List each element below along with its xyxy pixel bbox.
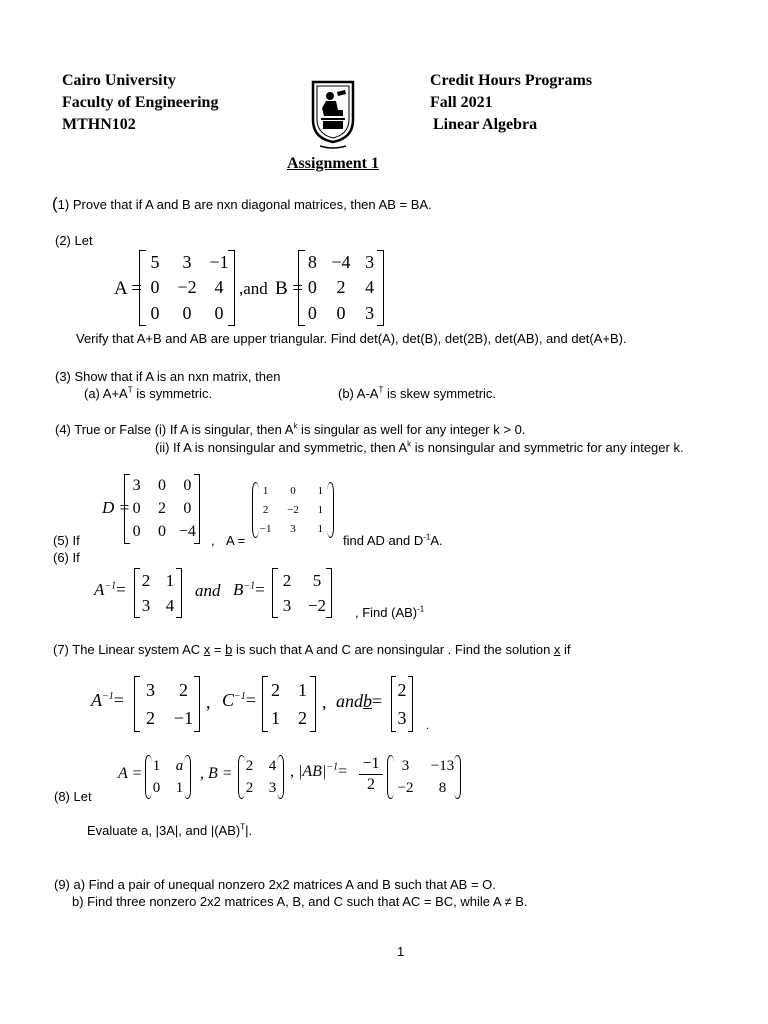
bracket-left [134, 568, 140, 618]
q2-matrix-b [298, 250, 384, 326]
q7-cinv-sup: −1 [234, 691, 246, 702]
bracket-left [272, 568, 278, 618]
matrix-cell: 4 [214, 277, 224, 298]
q7-b: b [225, 642, 233, 657]
q3-b-rest: is skew symmetric. [383, 386, 497, 401]
matrix-cell: 0 [152, 779, 161, 796]
header-left-2: Faculty of Engineering [62, 94, 219, 111]
bracket-right [176, 568, 182, 618]
q8-ab-eq: = [338, 763, 348, 780]
q8-ab-sup: −1 [326, 761, 339, 773]
paren-left [387, 755, 394, 799]
q7-and-b [336, 691, 382, 712]
q4-i-pre: (4) True or False (i) If A is singular, then A [55, 422, 294, 437]
matrix-cell: 2 [298, 707, 307, 728]
matrix-cell: 1 [165, 570, 175, 590]
matrix-cell: −2 [287, 503, 299, 516]
matrix-cell: 3 [365, 252, 375, 273]
q5-find-sup: -1 [423, 532, 431, 542]
q8-fraction [359, 754, 383, 795]
q6-binv-sup: −1 [243, 580, 256, 592]
q4-ii [155, 440, 684, 455]
q6-binv-letter: B [233, 580, 244, 599]
q2-verify: Verify that A+B and AB are upper triangular. Find det(A), det(B), det(2B), det(AB), and det(A+B). [76, 331, 627, 346]
matrix-cell: 2 [282, 570, 292, 590]
q5-d-label: D = [102, 498, 130, 517]
q8-matrix-a [145, 755, 191, 799]
header-left-3: MTHN102 [62, 116, 136, 133]
matrix-cell: 0 [182, 302, 192, 323]
q7-ainv-label [91, 690, 124, 711]
q6-num: (6) If [53, 550, 80, 565]
q8-ab-label [290, 763, 347, 781]
matrix-cell: −1 [259, 522, 272, 535]
matrix-cell: 3 [141, 595, 151, 615]
q7-b-var: b [363, 691, 372, 711]
matrix-cell: 1 [152, 757, 161, 774]
q7-text [53, 642, 571, 657]
matrix-cell: 2 [146, 707, 155, 728]
matrix-cell: 3 [365, 302, 375, 323]
bracket-right [310, 676, 316, 732]
q5-find-text: find AD and D [343, 533, 424, 548]
q7-x: x [203, 642, 211, 657]
q2-a-label: A = [114, 278, 143, 299]
q7-x2: x [553, 642, 561, 657]
matrix-cell: 1 [317, 485, 324, 498]
q6-find-sup: -1 [417, 604, 425, 614]
matrix-cell: −2 [307, 595, 327, 615]
matrix-cell: 2 [336, 277, 346, 298]
q6-find [355, 605, 424, 620]
matrix-cell: 3 [268, 779, 277, 796]
matrix-cell: 3 [290, 522, 296, 535]
matrix-cell: 5 [150, 252, 160, 273]
matrix-cell: 3 [132, 476, 141, 494]
q7-pre: (7) The Linear system AC [53, 642, 204, 657]
q7-ainv-sup: −1 [102, 691, 114, 702]
matrix-cell: 0 [336, 302, 346, 323]
matrix-cell: 2 [179, 679, 188, 700]
matrix-cell: a [175, 757, 184, 774]
q5-comma: , [211, 533, 215, 548]
matrix-cell: 5 [312, 570, 322, 590]
bracket-right [326, 568, 332, 618]
q8-frac-num: −1 [359, 754, 383, 775]
q7-ainv-letter: A [91, 690, 102, 710]
page-title: Assignment 1 [287, 155, 380, 172]
q7-mid1: = [210, 642, 226, 657]
matrix-cell: 1 [271, 707, 280, 728]
bracket-right [194, 676, 200, 732]
q9-a: (9) a) Find a pair of unequal nonzero 2x2 matrices A and B such that AB = O. [54, 877, 496, 892]
matrix-cell: 4 [268, 757, 277, 774]
q7-comma-2: , [322, 692, 327, 712]
q1 [52, 194, 432, 214]
matrix-cell: −2 [177, 277, 197, 298]
q2-matrix-a [139, 250, 235, 326]
bracket-left [139, 250, 146, 326]
q7-b-eq: = [372, 691, 383, 711]
q3-b [338, 386, 496, 401]
q8-b-label: , B = [200, 765, 233, 782]
q6-and: and [195, 581, 221, 600]
q9-b: b) Find three nonzero 2x2 matrices A, B, and C such that AC = BC, while A ≠ B. [72, 894, 528, 909]
matrix-cell: −13 [430, 757, 455, 774]
q6-binv-label [233, 580, 265, 600]
q5-matrix-a [252, 482, 334, 538]
q8-matrix-m [387, 755, 461, 799]
matrix-cell: 2 [245, 779, 254, 796]
matrix-cell: 2 [245, 757, 254, 774]
matrix-cell: 4 [165, 595, 175, 615]
q7-cinv-letter: C [222, 690, 235, 710]
q3-a-sup: T [127, 385, 133, 395]
q4-ii-sup: k [407, 439, 412, 449]
q7-post: if [560, 642, 571, 657]
bracket-left [124, 474, 130, 544]
bracket-left [298, 250, 305, 326]
matrix-cell: 0 [150, 277, 160, 298]
q2-intro: (2) Let [55, 233, 93, 248]
matrix-cell: 1 [175, 779, 184, 796]
bracket-right [408, 676, 413, 732]
matrix-cell: 1 [317, 522, 324, 535]
q6-matrix-binv [272, 568, 332, 618]
matrix-cell: 1 [317, 503, 324, 516]
header-right-1: Credit Hours Programs [430, 72, 593, 89]
q7-and-word: and [336, 691, 363, 711]
page-number: 1 [397, 944, 405, 959]
q8-matrix-b [238, 755, 284, 799]
q4-i [55, 422, 525, 437]
matrix-cell: 1 [298, 679, 307, 700]
bracket-left [391, 676, 396, 732]
matrix-cell: 0 [150, 302, 160, 323]
q4-i-post: is singular as well for any integer k > 0. [297, 422, 526, 437]
paren-left [238, 755, 245, 799]
q8-evaluate [87, 823, 252, 838]
matrix-cell: 0 [157, 523, 166, 541]
header-right-2: Fall 2021 [430, 94, 493, 111]
bracket-left [134, 676, 140, 732]
vector-cell: 2 [397, 679, 407, 700]
q7-vector-b [391, 676, 413, 732]
q6-binv-eq: = [255, 580, 265, 599]
q8-eval-sup: T [240, 822, 246, 832]
q7-cinv-label [222, 690, 256, 711]
q7-ainv-eq: = [113, 690, 124, 710]
q5-a-label: A = [226, 533, 246, 548]
q1-text: 1) Prove that if A and B are nxn diagonal matrices, then AB = BA. [57, 197, 432, 212]
paren-left [252, 482, 259, 538]
bracket-right [377, 250, 384, 326]
q3-intro: (3) Show that if A is an nxn matrix, then [55, 369, 281, 384]
matrix-cell: 0 [214, 302, 224, 323]
q8-ab-text: , |AB| [290, 763, 327, 780]
matrix-cell: 0 [183, 476, 192, 494]
q5-find [343, 533, 443, 548]
matrix-cell: 3 [401, 757, 410, 774]
bracket-right [194, 474, 200, 544]
q5-matrix-d [124, 474, 200, 544]
q6-matrix-ainv [134, 568, 182, 618]
q3-a-text: (a) A+A [84, 386, 128, 401]
paren-right [454, 755, 461, 799]
matrix-cell: 3 [182, 252, 192, 273]
matrix-cell: 0 [307, 302, 317, 323]
paren-right [184, 755, 191, 799]
q5-find-post: A. [430, 533, 443, 548]
q7-mid2: is such that A and C are nonsingular . Find the solution [232, 642, 554, 657]
university-seal-icon [310, 76, 356, 150]
q3-a-rest: is symmetric. [132, 386, 213, 401]
matrix-cell: −1 [209, 252, 229, 273]
q7-comma-1: , [206, 692, 211, 712]
matrix-cell: 3 [282, 595, 292, 615]
matrix-cell: 2 [262, 503, 269, 516]
matrix-cell: 3 [146, 679, 155, 700]
paren-right [277, 755, 284, 799]
matrix-cell: 0 [183, 499, 192, 517]
q6-ainv-label [94, 580, 126, 600]
q7-dot: . [426, 718, 429, 732]
matrix-cell: 2 [157, 499, 166, 517]
q8-num: (8) Let [54, 789, 92, 804]
q6-ainv-eq: = [116, 580, 126, 599]
header-right-3: Linear Algebra [433, 116, 538, 133]
q4-i-sup: k [293, 421, 298, 431]
matrix-cell: 0 [307, 277, 317, 298]
matrix-cell: 2 [271, 679, 280, 700]
q2-and: ,and [239, 279, 268, 298]
q6-ainv-letter: A [94, 580, 105, 599]
vector-cell: 3 [397, 707, 407, 728]
matrix-cell: −4 [331, 252, 351, 273]
q3-b-text: (b) A-A [338, 386, 379, 401]
q7-cinv-eq: = [245, 690, 256, 710]
q8-eval-post: |. [245, 823, 253, 838]
q4-ii-post: is nonsingular and symmetric for any integer k. [411, 440, 684, 455]
bracket-left [262, 676, 268, 732]
q3-b-sup: T [378, 385, 384, 395]
matrix-cell: 0 [157, 476, 166, 494]
matrix-cell: 0 [132, 523, 141, 541]
q7-matrix-cinv [262, 676, 316, 732]
q1-paren: ( [52, 194, 58, 213]
paren-left [145, 755, 152, 799]
matrix-cell: −2 [397, 779, 414, 796]
matrix-cell: −4 [178, 523, 196, 541]
q2-b-label: B = [275, 278, 304, 299]
matrix-cell: 1 [262, 485, 269, 498]
matrix-cell: 8 [438, 779, 447, 796]
q6-find-text: , Find (AB) [355, 605, 418, 620]
q3-a [84, 386, 212, 401]
matrix-cell: 0 [132, 499, 141, 517]
matrix-cell: 8 [307, 252, 317, 273]
paren-right [327, 482, 334, 538]
q7-matrix-ainv [134, 676, 200, 732]
q4-ii-pre: (ii) If A is nonsingular and symmetric, then A [155, 440, 408, 455]
matrix-cell: 2 [141, 570, 151, 590]
header-left-1: Cairo University [62, 72, 176, 89]
q8-frac-den: 2 [367, 776, 375, 793]
matrix-cell: −1 [173, 707, 194, 728]
q8-a-label: A = [118, 765, 143, 782]
matrix-cell: 4 [365, 277, 375, 298]
matrix-cell: 0 [290, 485, 296, 498]
q8-eval-pre: Evaluate a, |3A|, and |(AB) [87, 823, 241, 838]
bracket-right [228, 250, 235, 326]
q5-num: (5) If [53, 533, 80, 548]
q6-ainv-sup: −1 [104, 580, 117, 592]
